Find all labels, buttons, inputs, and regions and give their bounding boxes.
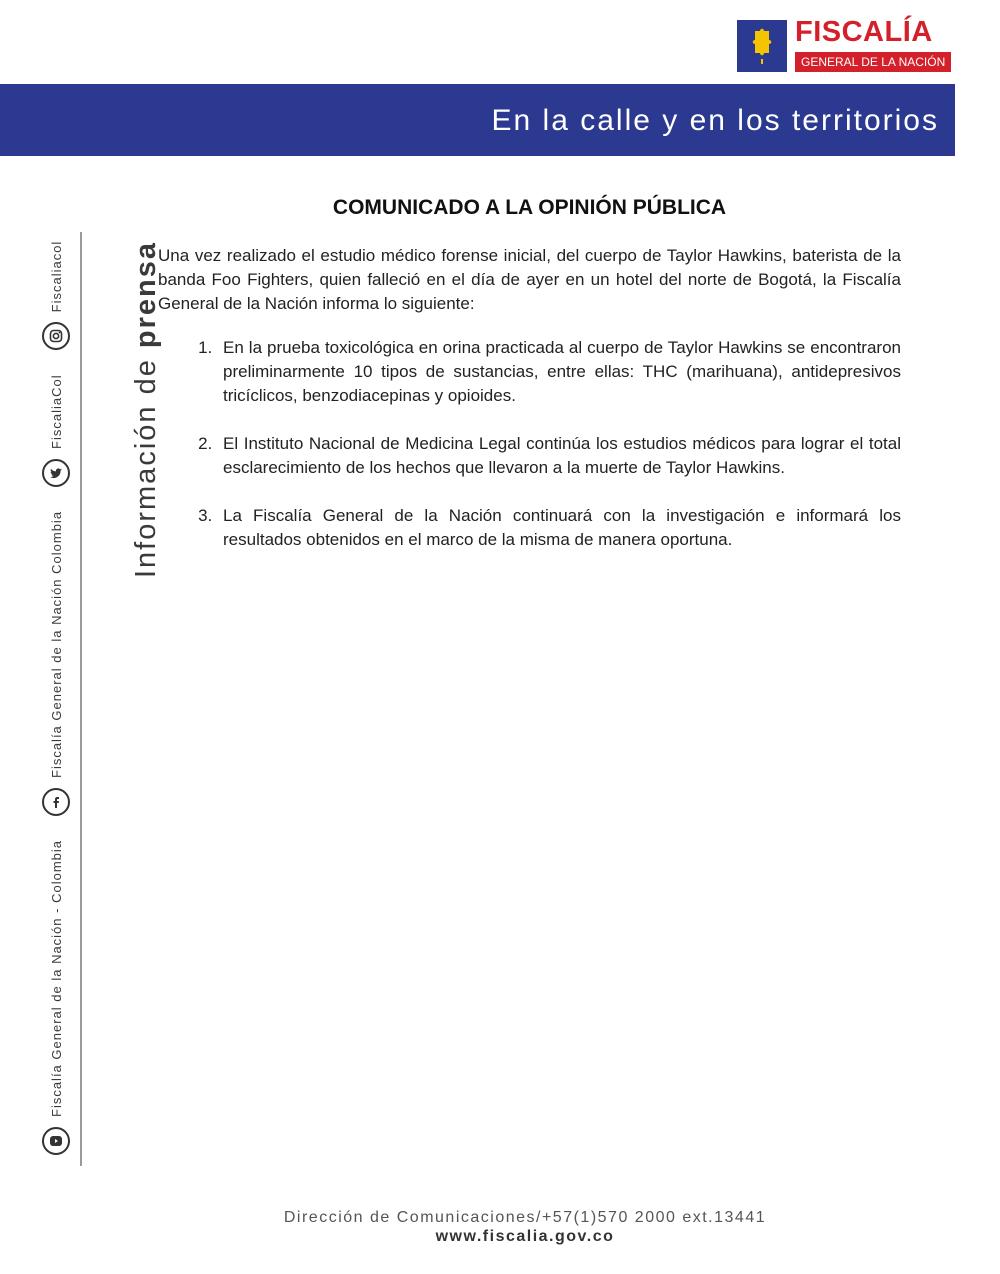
- fiscalia-logo: [737, 18, 957, 74]
- facebook-icon[interactable]: [42, 788, 70, 816]
- twitter-label[interactable]: FiscaliaCol: [48, 374, 64, 449]
- instagram-label[interactable]: Fiscaliacol: [48, 240, 64, 313]
- logo-subtitle: GENERAL DE LA NACIÓN: [795, 52, 951, 72]
- list-item: 3. La Fiscalía General de la Nación continuará con la investigación e informará los resultados obtenidos en el marco de la misma de manera oportuna.: [217, 504, 901, 552]
- logo-title: FISCALÍA: [795, 16, 933, 48]
- intro-paragraph: Una vez realizado el estudio médico forense inicial, del cuerpo de Taylor Hawkins, baterista de la banda Foo Fighters, quien falleció en el día de ayer en un hotel del norte de Bogotá, la Fiscalía General de la Nación informa lo siguiente:: [158, 246, 901, 313]
- document-body: [158, 244, 901, 576]
- list-item: 1. En la prueba toxicológica en orina practicada al cuerpo de Taylor Hawkins se encontraron preliminarmente 10 tipos de sustancias, entre ellas: THC (marihuana), antidepresivos tricíclicos, benzodiacepinas y opioides.: [217, 336, 901, 408]
- sidebar-divider: [80, 232, 82, 1166]
- footer-website[interactable]: www.fiscalia.gov.co: [435, 1228, 615, 1245]
- header-banner: [0, 84, 955, 156]
- section-label-regular: Información de: [130, 348, 162, 578]
- banner-text: En la calle y en los territorios: [491, 104, 939, 137]
- social-sidebar: [42, 241, 70, 1163]
- findings-list: [158, 336, 901, 552]
- facebook-label[interactable]: Fiscalía General de la Nación Colombia: [48, 510, 64, 778]
- twitter-icon[interactable]: [42, 459, 70, 487]
- section-label-bold: prensa: [130, 241, 162, 349]
- youtube-label[interactable]: Fiscalía General de la Nación - Colombia: [48, 840, 64, 1117]
- instagram-icon[interactable]: [42, 322, 70, 350]
- youtube-icon[interactable]: [42, 1127, 70, 1155]
- list-item: 2. El Instituto Nacional de Medicina Legal continúa los estudios médicos para lograr el total esclarecimiento de los hechos que llevaron a la muerte de Taylor Hawkins.: [217, 432, 901, 480]
- footer-contact: Dirección de Comunicaciones/+57(1)570 2000 ext.13441: [283, 1209, 767, 1226]
- puzzle-piece-icon: [737, 20, 787, 72]
- document-title: COMUNICADO A LA OPINIÓN PÚBLICA: [332, 196, 727, 219]
